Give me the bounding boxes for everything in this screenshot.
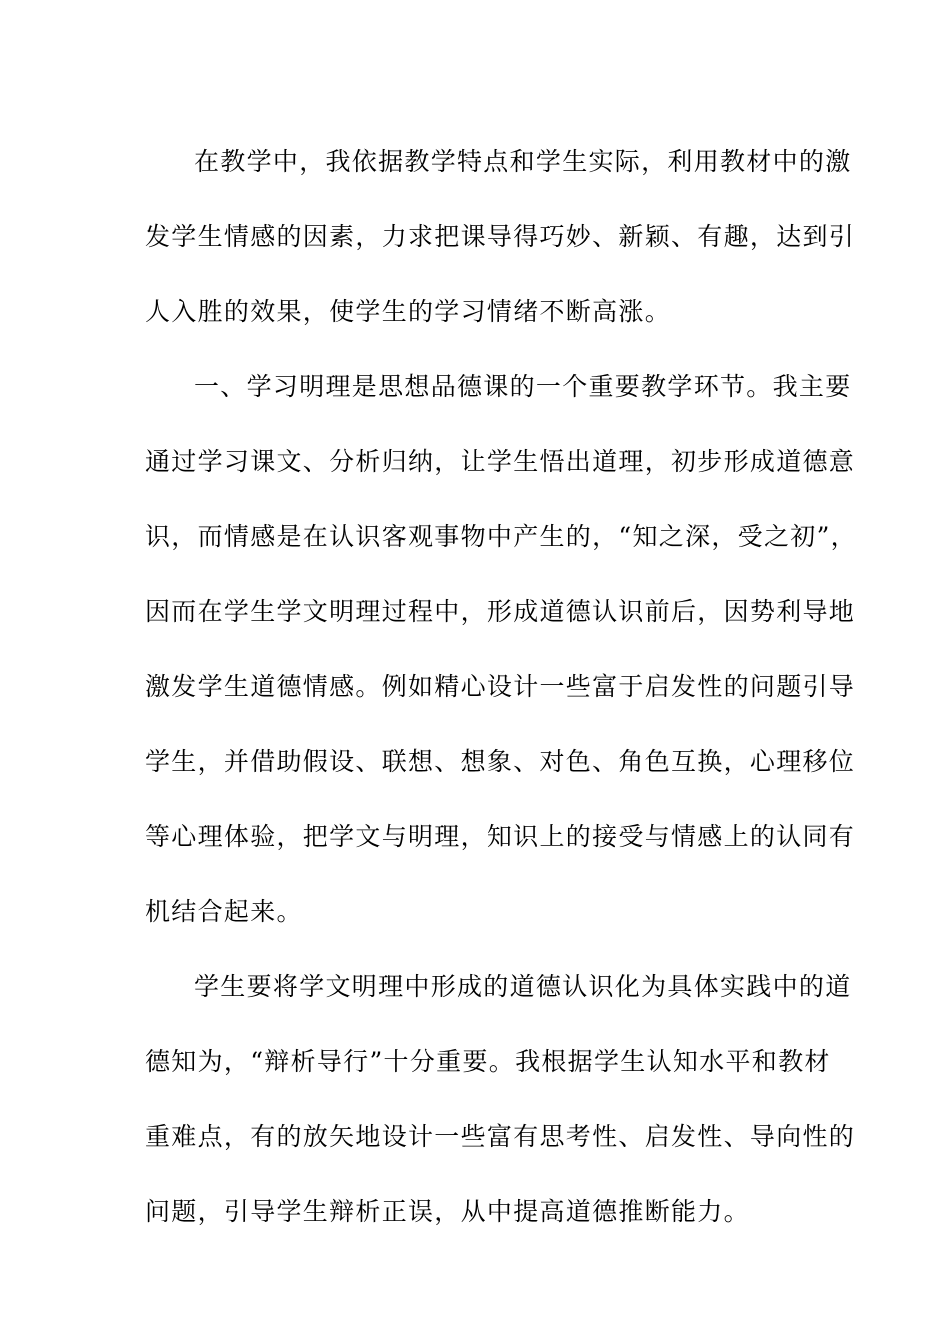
text-line: 学生，并借助假设、联想、想象、对色、角色互换，心理移位 [145, 747, 856, 776]
text-line: 发学生情感的因素，力求把课导得巧妙、新颖、有趣，达到引 [145, 222, 856, 251]
paragraph-3 [145, 949, 856, 1249]
text-line: 因而在学生学文明理过程中，形成道德认识前后，因势利导地 [145, 597, 856, 626]
paragraph-2 [145, 349, 857, 949]
text-line: 学生要将学文明理中形成的道德认识化为具体实践中的道 [194, 972, 852, 1001]
text-line: 人入胜的效果，使学生的学习情绪不断高涨。 [145, 297, 672, 326]
paragraph-1 [145, 124, 856, 349]
text-line: 一、学习明理是思想品德课的一个重要教学环节。我主要 [194, 372, 852, 401]
text-line: 激发学生道德情感。例如精心设计一些富于启发性的问题引导 [145, 672, 856, 701]
text-line: 通过学习课文、分析归纳，让学生悟出道理，初步形成道德意 [145, 447, 856, 476]
text-line: 识，而情感是在认识客观事物中产生的，“知之深，受之初”， [145, 522, 857, 551]
text-line: 在教学中，我依据教学特点和学生实际，利用教材中的激 [194, 147, 852, 176]
document-body [145, 124, 857, 1249]
text-line: 机结合起来。 [145, 897, 303, 926]
text-line: 重难点，有的放矢地设计一些富有思考性、启发性、导向性的 [145, 1122, 856, 1151]
text-line: 等心理体验，把学文与明理，知识上的接受与情感上的认同有 [145, 822, 856, 851]
text-line: 问题，引导学生辩析正误，从中提高道德推断能力。 [145, 1197, 750, 1226]
text-line: 德知为，“辩析导行”十分重要。我根据学生认知水平和教材 [145, 1047, 831, 1076]
